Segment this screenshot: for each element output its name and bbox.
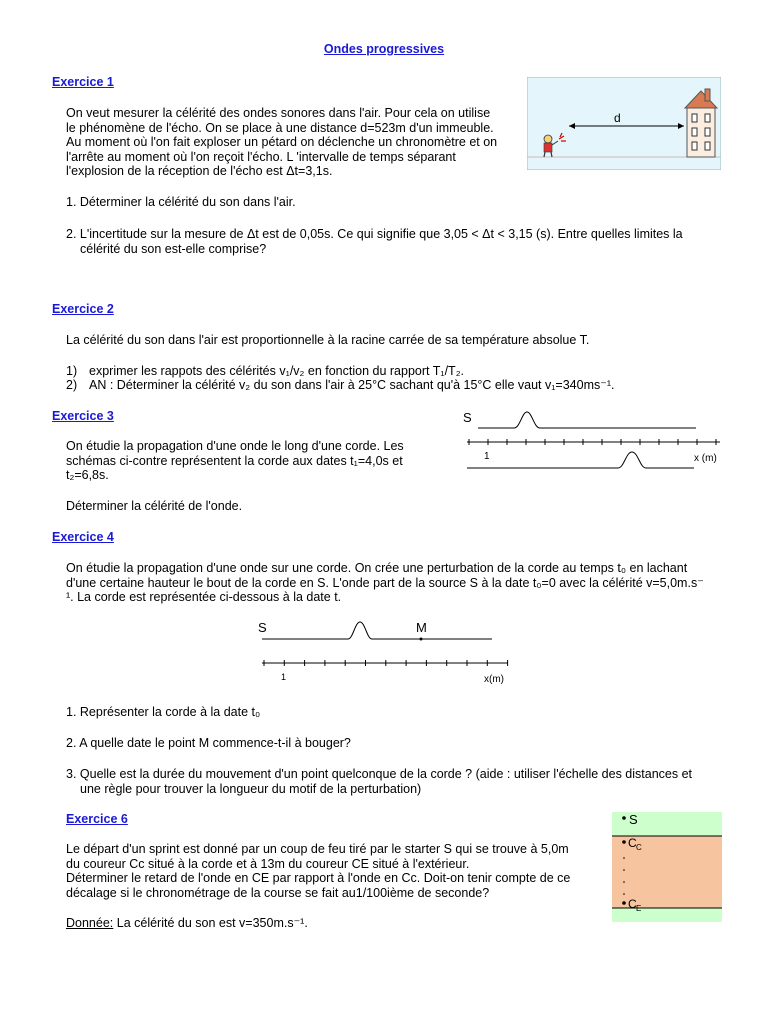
x-axis-label: x(m) [484, 674, 504, 685]
ex1-intro-line: l'arrête au moment où l'on reçoit l'écho. L 'intervalle de temps séparant [66, 149, 456, 164]
exercise-6-heading: Exercice 6 [66, 812, 128, 826]
ex4-question-2: 2. A quelle date le point M commence-t-il à bouger? [66, 736, 351, 750]
ex3-intro-line: On étudie la propagation d'une onde le long d'une corde. Les [66, 439, 404, 453]
ex1-q2-line: 2. L'incertitude sur la mesure de Δt est de 0,05s. Ce qui signifie que 3,05 < Δt < 3,15 (s). Entre quelles limites la [66, 227, 683, 241]
exercise-2-heading: Exercice 2 [52, 302, 114, 316]
runner-ce-sub: E [636, 904, 642, 913]
rope-diagram-ex3 [458, 406, 728, 476]
ex4-intro [66, 561, 756, 605]
x-axis-label: x (m) [694, 453, 717, 464]
ex1-question-2 [66, 227, 716, 256]
page-title: Ondes progressives [323, 42, 445, 56]
ex6-intro [66, 842, 606, 900]
rope-diagram-ex4 [252, 616, 522, 688]
distance-label: d [614, 111, 621, 125]
axis-unit-label: 1 [484, 451, 490, 462]
donnee-text: La célérité du son est v=350m.s⁻¹. [113, 916, 308, 930]
runner-cc-sub: C [636, 843, 642, 852]
ex4-q3-line: une règle pour trouver la longueur du motif de la perturbation) [80, 781, 422, 796]
ex1-intro-line: On veut mesurer la célérité des ondes sonores dans l'air. Pour cela on utilise [66, 106, 491, 120]
exercise-1-intro [66, 106, 516, 179]
echo-diagram [527, 77, 721, 170]
echo-figure [527, 77, 721, 170]
ex2-intro: La célérité du son dans l'air est proportionnelle à la racine carrée de sa température absolue T. [66, 333, 590, 347]
ex1-intro-line: Au moment où l'on fait exploser un pétard on déclenche un chronomètre et on [66, 135, 498, 149]
rope-t [262, 622, 492, 639]
track-figure [612, 812, 722, 922]
ex6-donnee [66, 916, 308, 931]
ex1-q2-line: célérité du son est-elle comprise? [80, 241, 267, 256]
donnee-label: Donnée: [66, 916, 114, 930]
runner-cc-label: C [628, 836, 637, 850]
ex4-q3-line: 3. Quelle est la durée du mouvement d'un point quelconque de la corde ? (aide : utiliser l'échelle des distances et [66, 767, 692, 781]
exercise-3-heading: Exercice 3 [52, 409, 114, 423]
runner-ce-marker [622, 901, 626, 905]
ex3-question: Déterminer la célérité de l'onde. [66, 499, 243, 513]
point-m-label: M [416, 620, 427, 635]
ex6-intro-line: Le départ d'un sprint est donné par un coup de feu tiré par le starter S qui se trouve à 5,0m [66, 842, 569, 856]
rope-figure-ex3 [458, 406, 728, 476]
ex6-intro-line: du coureur Cc situé à la corde et à 13m du coureur CE situé à l'extérieur. [66, 856, 470, 871]
track-diagram [612, 812, 722, 922]
ex3-intro [66, 439, 426, 483]
ex1-question-1: 1. Déterminer la célérité du son dans l'air. [66, 195, 296, 209]
rope-t2 [467, 452, 694, 468]
ex2-q1-num: 1) [66, 364, 78, 378]
starter-label: S [629, 812, 638, 827]
ex6-intro-line: décalage si le chronométrage de la course se fait au1/100ième de seconde? [66, 885, 490, 900]
ex4-intro-line: ¹. La corde est représentée ci-dessous à la date t. [66, 590, 342, 604]
exercise-4-heading: Exercice 4 [52, 530, 114, 544]
runner-ce-label: C [628, 897, 637, 911]
exercise-1-heading: Exercice 1 [52, 75, 114, 89]
ex4-intro-line: d'une certaine hauteur le bout de la corde en S. L'onde part de la source S à la date t₀=0 avec la célérité v=5,0m.s⁻ [66, 575, 704, 590]
ex2-q1-text: exprimer les rappots des célérités v₁/v₂ en fonction du rapport T₁/T₂. [89, 364, 465, 378]
ex3-intro-line: schémas ci-contre représentent la corde aux dates t₁=4,0s et [66, 453, 403, 468]
ex1-intro-line: le phénomène de l'écho. On se place à une distance d=523m d'un immeuble. [66, 120, 494, 135]
ex4-question-3 [66, 767, 756, 796]
starter-marker [622, 816, 626, 820]
source-label: S [258, 620, 267, 635]
ex1-intro-line: l'explosion de la réception de l'écho est Δt=3,1s. [66, 164, 333, 178]
runner-cc-marker [622, 840, 626, 844]
ex2-q2-num: 2) [66, 378, 78, 392]
ex4-intro-line: On étudie la propagation d'une onde sur une corde. On crée une perturbation de la corde au temps t₀ en lachant [66, 561, 688, 575]
ex4-question-1: 1. Représenter la corde à la date t₀ [66, 705, 261, 719]
rope-t1 [478, 412, 696, 428]
axis-unit-label: 1 [281, 672, 287, 682]
rope-figure-ex4 [252, 616, 522, 688]
ex3-intro-line: t₂=6,8s. [66, 468, 109, 482]
ex6-intro-line: Déterminer le retard de l'onde en CE par rapport à l'onde en Cc. Doit-on tenir compte de ce [66, 871, 571, 885]
ex2-q2-text: AN : Déterminer la célérité v₂ du son dans l'air à 25°C sachant qu'à 15°C elle vaut v₁=340ms⁻¹. [89, 378, 615, 392]
source-label: S [463, 410, 472, 425]
